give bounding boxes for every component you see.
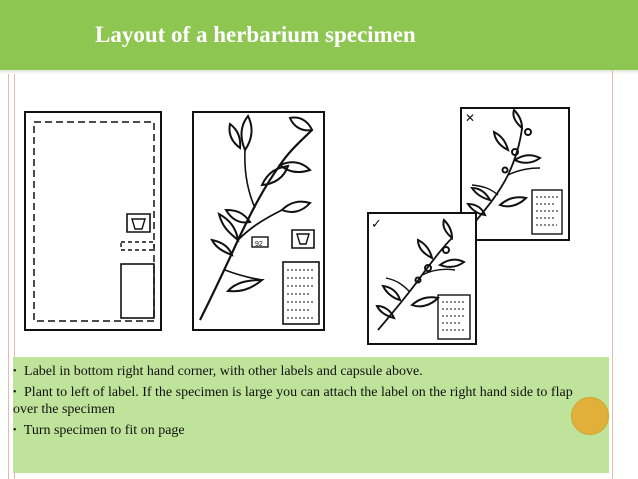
bullet-item <box>13 384 583 418</box>
bullet-list <box>13 363 583 443</box>
bullet-symbol: • <box>13 366 17 377</box>
correct-mark: ✓ <box>371 217 382 232</box>
herbarium-layout-illustration <box>0 90 638 360</box>
bullet-symbol: • <box>13 387 17 398</box>
bullet-item <box>13 363 583 380</box>
bullet-text: Turn specimen to fit on page <box>23 423 185 438</box>
specimen-tag-number: 92 <box>255 241 263 248</box>
wrong-mark: ✕ <box>465 111 476 125</box>
bullet-item <box>13 422 583 439</box>
correct-specimen-sheet <box>368 213 476 344</box>
bullet-text: Label in bottom right hand corner, with other labels and capsule above. <box>24 364 423 379</box>
specimen-sheet <box>193 112 324 330</box>
title-shadow <box>0 70 638 74</box>
decorative-circle <box>571 397 609 435</box>
incorrect-specimen-sheet <box>461 108 569 240</box>
slide-title: Layout of a herbarium specimen <box>95 22 416 47</box>
title-bar <box>0 0 638 70</box>
bullet-text: Plant to left of label. If the specimen is large you can attach the label on the right hand side to flap over the specimen <box>13 385 573 417</box>
bullet-symbol: • <box>13 425 17 436</box>
template-sheet <box>25 112 161 330</box>
